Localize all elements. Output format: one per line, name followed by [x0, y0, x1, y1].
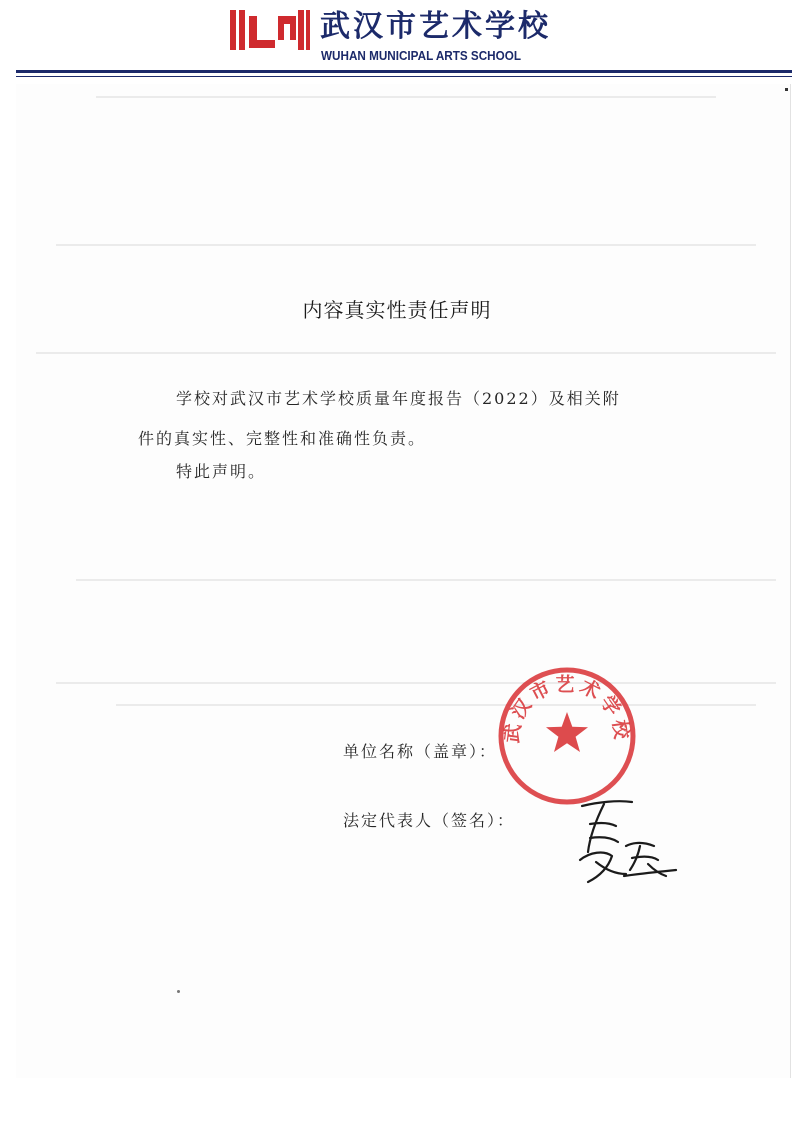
school-name-chinese: 武汉市艺术学校 — [320, 9, 551, 44]
school-logo-icon — [230, 10, 310, 60]
unit-name-label: 单位名称（盖章）： — [343, 742, 498, 761]
official-seal-stamp — [495, 664, 639, 808]
letterhead — [0, 0, 794, 70]
handwritten-signature — [560, 790, 690, 890]
svg-text:武汉市艺术学校: 武汉市艺术学校 — [501, 673, 633, 745]
header-rule-thick — [16, 70, 792, 73]
scan-artifact — [785, 88, 788, 91]
header-rule-thin — [16, 76, 792, 77]
scanned-page — [16, 84, 791, 1078]
closing-statement: 特此声明。 — [176, 462, 267, 481]
statement-line-2: 件的真实性、完整性和准确性负责。 — [138, 429, 427, 448]
document-title: 内容真实性责任声明 — [302, 298, 492, 322]
school-name-english: WUHAN MUNICIPAL ARTS SCHOOL — [321, 48, 521, 63]
statement-line-1: 学校对武汉市艺术学校质量年度报告（2022）及相关附 — [176, 389, 621, 408]
scan-artifact-dot — [177, 990, 180, 993]
legal-representative-label: 法定代表人（签名）： — [343, 811, 516, 830]
